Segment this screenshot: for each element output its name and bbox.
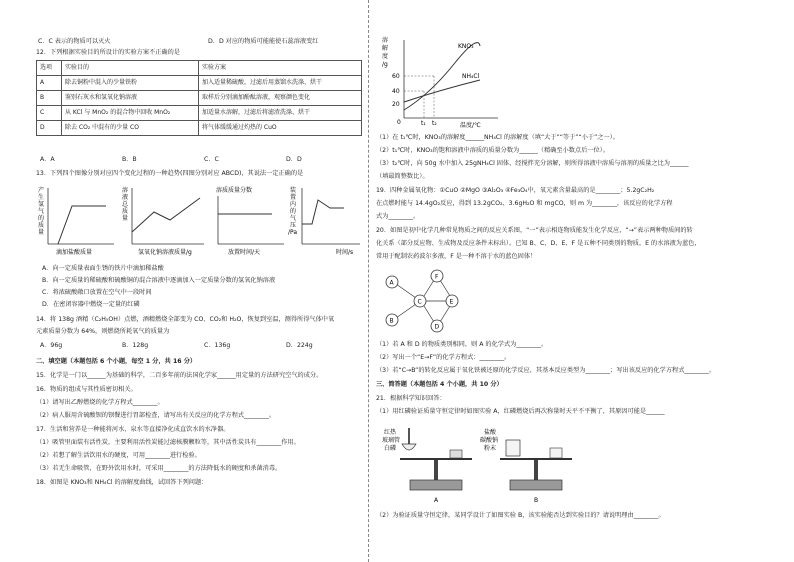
- relation-line: [424, 280, 434, 296]
- node-d-label: D: [434, 323, 440, 331]
- graph-b-ylabel: 总: [122, 201, 129, 208]
- curve: [132, 198, 200, 232]
- q19-text-2: 在点燃时能与 14.4gO₂反应，得到 13.2gCO₂、3.6gH₂O 和 mgCO，则 m 为________，该反应的化学方程: [376, 200, 673, 207]
- q19-text-3: 式为________。: [376, 213, 420, 220]
- relation-line: [440, 306, 450, 322]
- beaker-b2: [550, 448, 562, 458]
- nh4cl-label: NH₄Cl: [462, 73, 480, 80]
- q15-text: 15．化学是一门以______为基础的科学，二百多年前的法国化学家______用定量的方法研究空气的成分。: [36, 372, 323, 379]
- graph-d-ylabel: 置: [290, 194, 297, 201]
- curve: [302, 200, 344, 224]
- graph-b-xlabel: 氢氧化钠溶液质量/g: [138, 249, 192, 256]
- q14-option-c: C．136g: [204, 342, 231, 349]
- q18-part1: （1）在 t₁℃时，KNO₃的溶解度______NH₄Cl 的溶解度（填“大于”“等于”“小于”之一）。: [376, 134, 619, 141]
- balance-post-a: [434, 460, 438, 480]
- solubility-curve-graph: [380, 34, 510, 130]
- table-cell: 除去 CO₂ 中混有的少量 CO: [62, 121, 199, 136]
- label-white-phosphorus: 白磷: [384, 445, 397, 452]
- label-hydrochloric-acid: 盐酸: [484, 429, 497, 436]
- q20-part1: （1）若 A 和 D 的物质类别相同，则 A 的化学式为________。: [376, 341, 548, 348]
- table-header: 实验方案: [199, 61, 362, 76]
- balance-base-a: [410, 480, 462, 490]
- node-f-label: F: [435, 273, 439, 281]
- balance-base-b: [510, 480, 562, 490]
- table-cell: D: [37, 121, 62, 136]
- q12-option-d: D．D: [286, 156, 302, 163]
- tick-t1: t₁: [421, 120, 426, 127]
- q11-option-d: D．D 对应的物质可能能使石蕊溶液变红: [208, 38, 319, 45]
- table-cell: 从 KCl 与 MnO₂ 的混合物中回收 MnO₂: [62, 106, 199, 121]
- relation-line: [440, 280, 450, 296]
- graph-d-ylabel: 气: [290, 215, 297, 222]
- q14-text: 14．将 138g 酒精（C₂H₅OH）点燃，酒精燃烧全部变为 CO、CO₂和 H₂O，恢复到室温，测得所得气体中氧: [36, 316, 335, 323]
- experiment-svg: [380, 422, 580, 510]
- graph-d-ylabel: 装: [290, 187, 297, 194]
- sol-ylabel: 解: [382, 45, 389, 52]
- graph-d-ylabel: 的: [290, 208, 297, 215]
- q13-option-d: D．在密闭容器中燃烧一定量的红磷: [42, 301, 140, 308]
- tick-60: 60: [392, 73, 400, 80]
- q18-text: 18．如图是 KNO₃和 NH₄Cl 的溶解度曲线，试回答下列问题：: [36, 479, 208, 486]
- graph-a-ylabel: 氢: [38, 201, 45, 208]
- section-2-heading: 二、填空题（本题包括 6 个小题，每空 1 分，共 16 分）: [36, 358, 197, 365]
- node-e-label: E: [449, 298, 454, 306]
- table-cell: 加适量水溶解，过滤后将滤渣洗涤、烘干: [199, 106, 362, 121]
- table-cell: 鉴别石灰水和氢氧化钠溶液: [62, 91, 199, 106]
- beaker-b: [506, 440, 520, 456]
- table-cell: 将气体缓缓通过灼热的 CuO: [199, 121, 362, 136]
- q20-part2: （2）写出一个“E→F”的化学方程式：________。: [376, 354, 511, 361]
- q14-option-a: A．96g: [40, 342, 63, 349]
- label-sodium-carbonate: 碳酸钠: [480, 437, 499, 444]
- graph-a-svg: [36, 184, 116, 258]
- graph-a: [36, 184, 116, 258]
- q20-text: 20．如图是初中化学几种常见物质之间的反应关系图，“一”表示相连物质能发生化学反应，“→”表示两种物质间的转: [376, 227, 693, 234]
- q11-option-c: C．C 表示的物质可以灭火: [38, 38, 111, 45]
- sol-ylabel: /g: [382, 61, 388, 68]
- q12-text: 12．下列根据实验目的所设计的实验方案不正确的是: [36, 49, 180, 56]
- q21-part2: （2）为验证质量守恒定律，某同学设计了如图实验 B，该实验能否达到实验目的？请说明理由________。: [376, 512, 665, 519]
- q19-text: 19．四种金属氧化物：①CuO ②MgO ③Al₂O₃ ④Fe₃O₄中，氧元素含量最高的是________；5.2gC₂H₂: [376, 187, 655, 194]
- tick-20: 20: [392, 101, 400, 108]
- tick-t2: t₂: [432, 120, 437, 127]
- label-red-hot: 红热: [384, 429, 397, 436]
- q17-part1: （1）吸管里面装有活性炭，主要利用活性炭能过滤核膜颗粒等，其中活性炭具有________作用。: [36, 439, 300, 446]
- graph-a-ylabel: 生: [38, 194, 45, 201]
- graph-a-ylabel: 量: [38, 229, 45, 236]
- graph-c-svg: [212, 184, 286, 258]
- q14-text-2: 元素质量分数为 64%，则燃烧所耗氧气的质量为: [36, 328, 170, 335]
- graph-a-ylabel: 的: [38, 215, 45, 222]
- q13-option-a: A．向一定质量表面生锈的铁片中滴加稀盐酸: [42, 265, 164, 272]
- graph-c-xlabel: 放置时间/天: [228, 249, 261, 256]
- graph-a-xlabel: 滴加盐酸质量: [56, 249, 93, 256]
- relation-line: [424, 306, 434, 322]
- caption-a: A: [434, 497, 439, 504]
- q13-option-b: B．向一定质量的稀硫酸和硫酸铜的混合溶液中逐滴加入一定质量分数的氢氧化钠溶液: [42, 277, 276, 284]
- kno3-label: KNO₃: [458, 43, 474, 50]
- q20-text-2: 化关系（部分反应物、生成物及反应条件未标出）。已知 B、C、D、E、F 是五种不同类别的物质，E 的水溶液为蓝色，: [376, 240, 701, 247]
- q21-part1: （1）用红磷验证质量守恒定律时如图实验 A，红磷燃烧后再次称量时天平不平衡了，其原因可能是______: [376, 408, 665, 415]
- tick-40: 40: [392, 88, 400, 95]
- graph-d: [288, 184, 362, 258]
- relation-line: [396, 304, 416, 318]
- balance-post-b: [534, 460, 538, 480]
- q12-option-b: B．B: [122, 156, 137, 163]
- q17-part3: （3）若无生命吸管，在野外饮用水时，可采用________的方法降低水的硬度和杀菌消毒。: [36, 465, 282, 472]
- graph-d-ylabel: /Pa: [288, 229, 298, 236]
- experiment-figure: [380, 422, 580, 510]
- table-row: [37, 91, 362, 106]
- sol-ylabel: 度: [382, 53, 389, 60]
- table-cell: 取样后分别滴加酚酞溶液，观察颜色变化: [199, 91, 362, 106]
- q16-part2: （2）病人服用含硫酸钡的钡餐进行胃部检查，请写出有关反应的化学方程式________。: [36, 412, 276, 419]
- q20-part3: （3）若“C→B”的转化反应属于氧化铁被还原的化学反应，其基本反应类型为________；写出该反应的化学方程式________。: [376, 367, 716, 374]
- q20-text-3: 常用于配制农药波尔多液，F 是一种不溶于水的蓝色固体！: [376, 253, 537, 260]
- graph-b-ylabel: 溶: [122, 187, 129, 194]
- graph-b-svg: [120, 184, 206, 258]
- graph-b: [120, 184, 206, 258]
- sol-ylabel: 溶: [382, 37, 389, 44]
- sol-xlabel: 温度/℃: [460, 122, 481, 129]
- q14-option-d: D．224g: [286, 342, 313, 349]
- q13-option-c: C．将浓硫酸敞口放置在空气中一段时间: [42, 289, 152, 296]
- relation-diagram: [380, 266, 476, 334]
- q18-part3: （3）t₂℃时，向 50g 水中加入 25gNH₄Cl 固体，经搅拌充分溶解，则所得溶液中溶质与溶剂的质量之比为______: [376, 160, 689, 167]
- column-divider: [368, 0, 369, 562]
- node-a-label: A: [389, 279, 394, 287]
- solubility-svg: [380, 34, 510, 130]
- q17-part2: （2）若想了解生活饮用水的硬度，可用________进行检验。: [36, 452, 201, 459]
- table-header: 选项: [37, 61, 62, 76]
- q18-part3-cont: （填最简整数比）。: [376, 173, 429, 180]
- graph-a-ylabel: 质: [38, 222, 45, 229]
- table-row: [37, 106, 362, 121]
- q16-text: 16．物质的组成与其性质密切相关。: [36, 386, 137, 393]
- q12-option-a: A．A: [40, 156, 55, 163]
- label-glass-tube: 玻璃管: [382, 437, 401, 444]
- graph-b-ylabel: 质: [122, 208, 129, 215]
- q12-table: [36, 60, 362, 136]
- graph-c-ylabel: 溶质质量分数: [216, 187, 253, 194]
- table-header: 实验目的: [62, 61, 199, 76]
- table-cell: 除去铜粉中混入的少量铁粉: [62, 76, 199, 91]
- node-b-label: B: [389, 317, 394, 325]
- curve: [58, 206, 106, 244]
- table-row: [37, 76, 362, 91]
- q12-option-c: C．C: [204, 156, 219, 163]
- graph-c: [212, 184, 286, 258]
- node-c-label: C: [417, 298, 422, 306]
- q13-text: 13．下列四个图像分别对应四个变化过程的一种趋势(四图分别对应 ABCD)，其说法一定正确的是: [36, 170, 304, 177]
- graph-d-svg: [288, 184, 362, 258]
- section-3-heading: 三、简答题（本题包括 4 个小题，共 10 分）: [376, 381, 503, 388]
- q17-text: 17．生活和营养是一种能将河水、泉水等直接净化成直饮水的水净器。: [36, 426, 230, 433]
- q18-part2: （2）t₁℃时，KNO₃的饱和溶液中溶质的质量分数为______（精确至小数点后一位）。: [376, 147, 609, 154]
- graph-d-ylabel: 内: [290, 201, 297, 208]
- tick-0: 0: [397, 119, 401, 126]
- q21-text: 21．根据科学知识回答：: [376, 395, 446, 402]
- relation-svg: [380, 266, 476, 334]
- table-header-row: [37, 61, 362, 76]
- table-cell: A: [37, 76, 62, 91]
- graph-d-xlabel: 时间/s: [336, 249, 354, 256]
- graph-a-ylabel: 产: [38, 187, 45, 194]
- table-cell: 加入适量稀硫酸，过滤后用蒸馏水洗涤、烘干: [199, 76, 362, 91]
- caption-b: B: [534, 497, 539, 504]
- graph-b-ylabel: 液: [122, 194, 129, 201]
- graph-d-ylabel: 压: [290, 222, 297, 229]
- q14-option-b: B．128g: [122, 342, 149, 349]
- table-cell: C: [37, 106, 62, 121]
- graph-a-ylabel: 气: [38, 208, 45, 215]
- table-row: [37, 121, 362, 136]
- glass-tube: [408, 428, 410, 444]
- q16-part1: （1）请写出乙醇燃烧的化学方程式________。: [36, 399, 164, 406]
- weight-a: [450, 450, 462, 458]
- flask-a: [402, 444, 416, 450]
- label-powder: 粉末: [484, 445, 497, 452]
- relation-line: [396, 284, 416, 298]
- graph-b-ylabel: 量: [122, 215, 129, 222]
- table-cell: B: [37, 91, 62, 106]
